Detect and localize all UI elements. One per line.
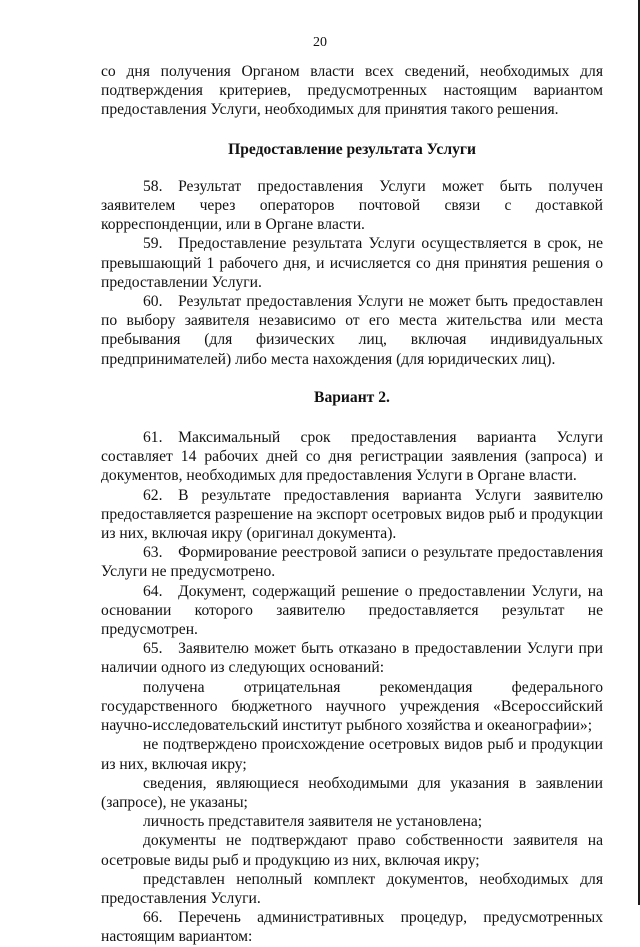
refusal-ground: сведения, являющиеся необходимыми для указания в заявлении (запросе), не указаны; xyxy=(101,774,603,811)
paragraph-65: 65. Заявителю может быть отказано в предоставлении Услуги при наличии одного из следующих оснований: xyxy=(101,640,603,677)
paragraph-60: 60. Результат предоставления Услуги не может быть предоставлен по выбору заявителя независимо от его места жительства или места пребывания (для физических лиц, включая индивидуальных предпринимателей) либо места нахождения (для юридических лиц). xyxy=(101,293,603,368)
intro-paragraph: со дня получения Органом власти всех сведений, необходимых для подтверждения критериев, предусмотренных настоящим вариантом предоставления Услуги, необходимых для принятия такого решения. xyxy=(101,63,603,119)
paragraph-61: 61. Максимальный срок предоставления варианта Услуги составляет 14 рабочих дней со дня регистрации заявления (запроса) и документов, необходимых для предоставления Услуги в Органе власти. xyxy=(101,429,603,485)
refusal-ground: получена отрицательная рекомендация федерального государственного бюджетного научного учреждения «Всероссийский научно-исследовательский институт рыбного хозяйства и океанографии»; xyxy=(101,678,603,735)
refusal-ground: представлен неполный комплект документов, необходимых для предоставления Услуги. xyxy=(101,870,603,907)
paragraph-63: 63. Формирование реестровой записи о результате предоставления Услуги не предусмотрено. xyxy=(101,544,603,581)
section-heading-variant: Вариант 2. xyxy=(314,388,390,406)
refusal-ground: не подтверждено происхождение осетровых видов рыб и продукции из них, включая икру; xyxy=(101,736,603,773)
refusal-ground: личность представителя заявителя не установлена; xyxy=(143,813,483,831)
document-body xyxy=(101,62,603,947)
paragraph-64: 64. Документ, содержащий решение о предоставлении Услуги, на основании которого заявителю предоставляется результат не предусмотрен. xyxy=(101,582,603,639)
paragraph-59: 59. Предоставление результата Услуги осуществляется в срок, не превышающий 1 рабочего дня, и исчисляется со дня принятия решения о предоставлении Услуги. xyxy=(101,235,603,291)
paragraph-66: 66. Перечень административных процедур, предусмотренных настоящим вариантом: xyxy=(101,909,603,946)
paragraph-58: 58. Результат предоставления Услуги может быть получен заявителем через операторов почтовой связи с доставкой корреспонденции, или в Органе власти. xyxy=(101,177,603,234)
page-number: 20 xyxy=(313,35,327,50)
paragraph-62: 62. В результате предоставления варианта Услуги заявителю предоставляется разрешение на экспорт осетровых видов рыб и продукции из них, включая икру (оригинал документа). xyxy=(101,486,603,543)
refusal-ground: документы не подтверждают право собственности заявителя на осетровые виды рыб и продукцию из них, включая икру; xyxy=(101,832,603,869)
section-heading-result: Предоставление результата Услуги xyxy=(228,140,476,158)
